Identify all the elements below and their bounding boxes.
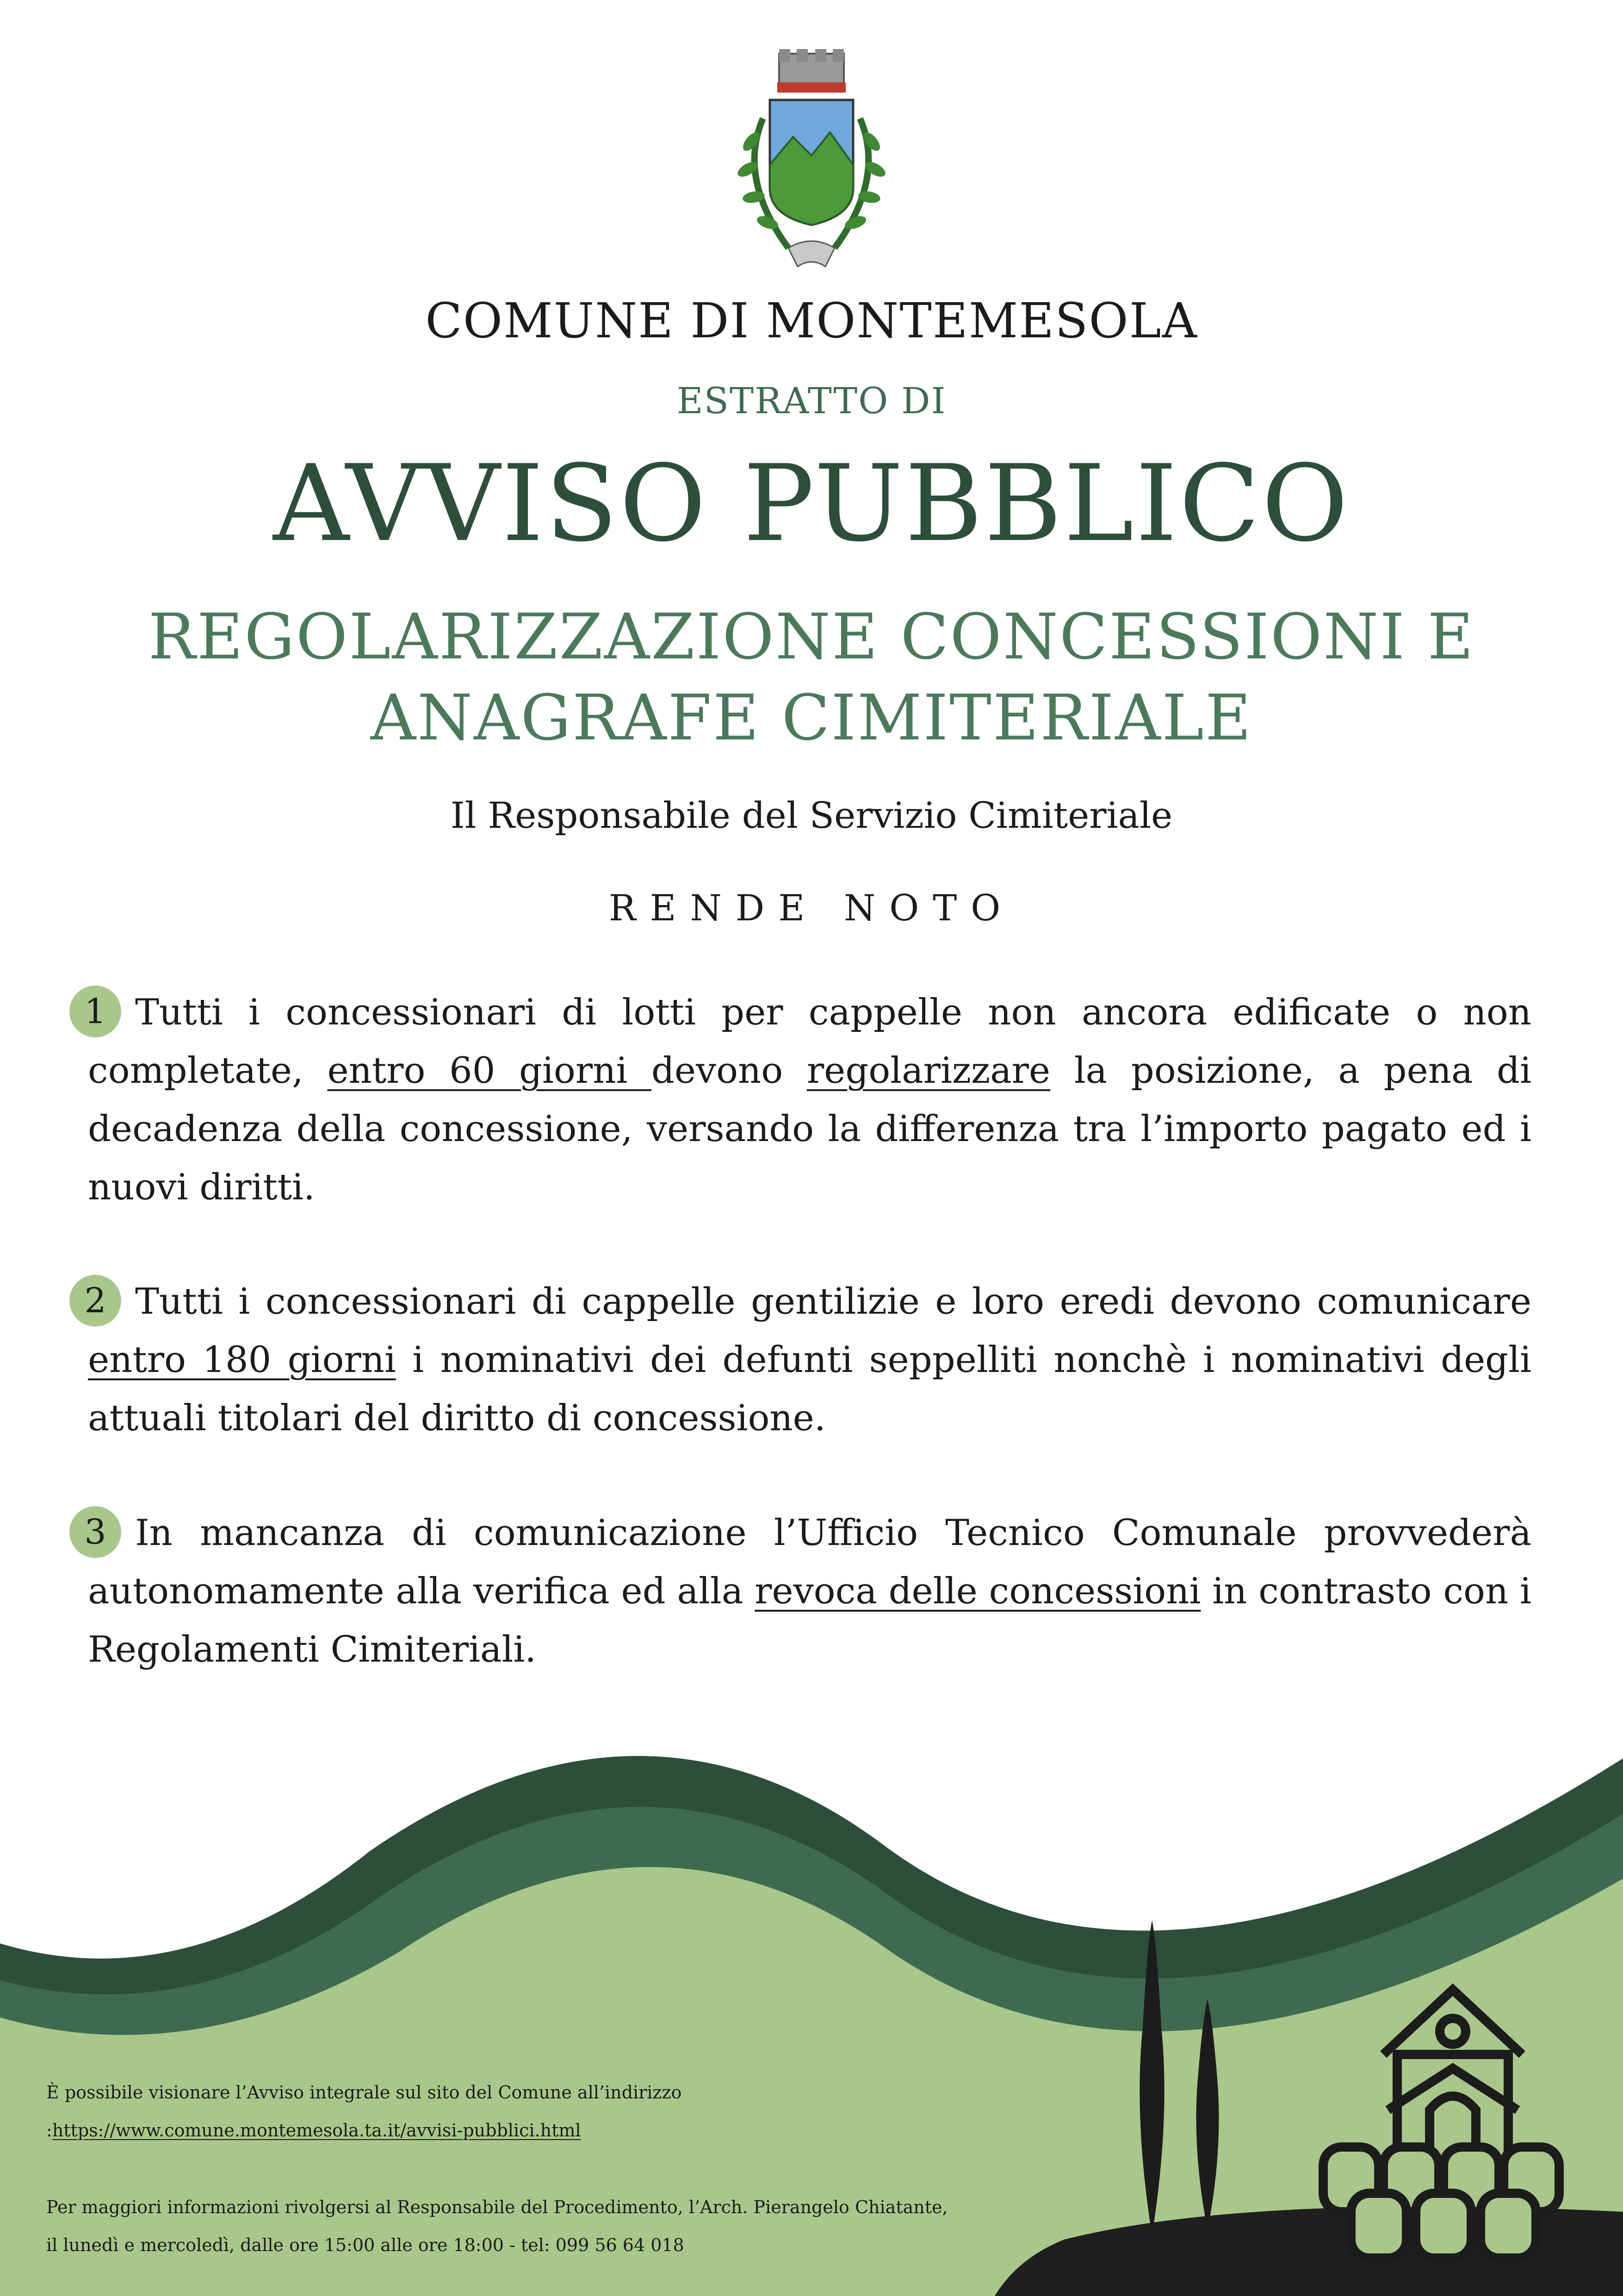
point-number-badge: 2	[69, 1275, 121, 1327]
rende-noto: RENDE NOTO	[608, 887, 1015, 929]
footer-line-3: Per maggiori informazioni rivolgersi al Responsabile del Procedimento, l’Arch. Pierangelo Chiatante,	[46, 2197, 948, 2217]
point-text: In mancanza di comunicazione l’Ufficio Tecnico Comunale provvederà autonomamente alla verifica ed alla	[88, 1512, 1531, 1612]
notice-point-1	[84, 983, 1531, 1216]
point-number-badge: 3	[69, 1506, 121, 1558]
page-title: AVVISO PUBBLICO	[273, 442, 1350, 565]
municipal-crest-icon	[719, 49, 904, 276]
estratto-label: ESTRATTO DI	[676, 380, 947, 422]
page-subtitle	[0, 597, 1623, 759]
point-text: devono	[651, 1050, 807, 1092]
footer-prefix: :	[46, 2120, 52, 2141]
point-text: in contrasto con i Regolamenti Cimiteriali.	[88, 1570, 1531, 1670]
deadline-underline: entro 60 giorni	[327, 1050, 651, 1092]
subtitle-line-2: ANAGRAFE CIMITERIALE	[370, 682, 1253, 755]
comune-name: COMUNE DI MONTEMESOLA	[425, 292, 1198, 349]
notice-point-3	[84, 1504, 1531, 1679]
revoca-underline: revoca delle concessioni	[755, 1570, 1201, 1612]
point-text: i nominativi dei defunti seppelliti nonchè i nominativi degli attuali titolari del diritto di concessione.	[88, 1339, 1531, 1439]
point-text: Tutti i concessionari di lotti per cappelle non ancora edificate o non completate,	[88, 992, 1531, 1092]
responsabile-line: Il Responsabile del Servizio Cimiteriale	[450, 795, 1173, 837]
footer-line-4: il lunedì e mercoledì, dalle ore 15:00 alle ore 18:00 - tel: 099 56 64 018	[46, 2235, 684, 2255]
point-text: Tutti i concessionari di cappelle gentilizie e loro eredi devono comunicare	[135, 1281, 1531, 1322]
notice-point-2	[84, 1272, 1531, 1447]
footer-line-1: È possibile visionare l’Avviso integrale sul sito del Comune all’indirizzo	[46, 2082, 682, 2103]
avviso-link[interactable]: https://www.comune.montemesola.ta.it/avvisi-pubblici.html	[52, 2120, 581, 2141]
action-underline: regolarizzare	[806, 1050, 1051, 1092]
point-number-badge: 1	[69, 986, 121, 1037]
subtitle-line-1: REGOLARIZZAZIONE CONCESSIONI E	[148, 601, 1475, 674]
deadline-underline: entro 180 giorni	[88, 1339, 396, 1381]
footer-line-2	[46, 2120, 581, 2141]
point-text: la posizione, a pena di decadenza della concessione, versando la differenza tra l’importo pagato ed i nuovi diritti.	[88, 1050, 1531, 1208]
